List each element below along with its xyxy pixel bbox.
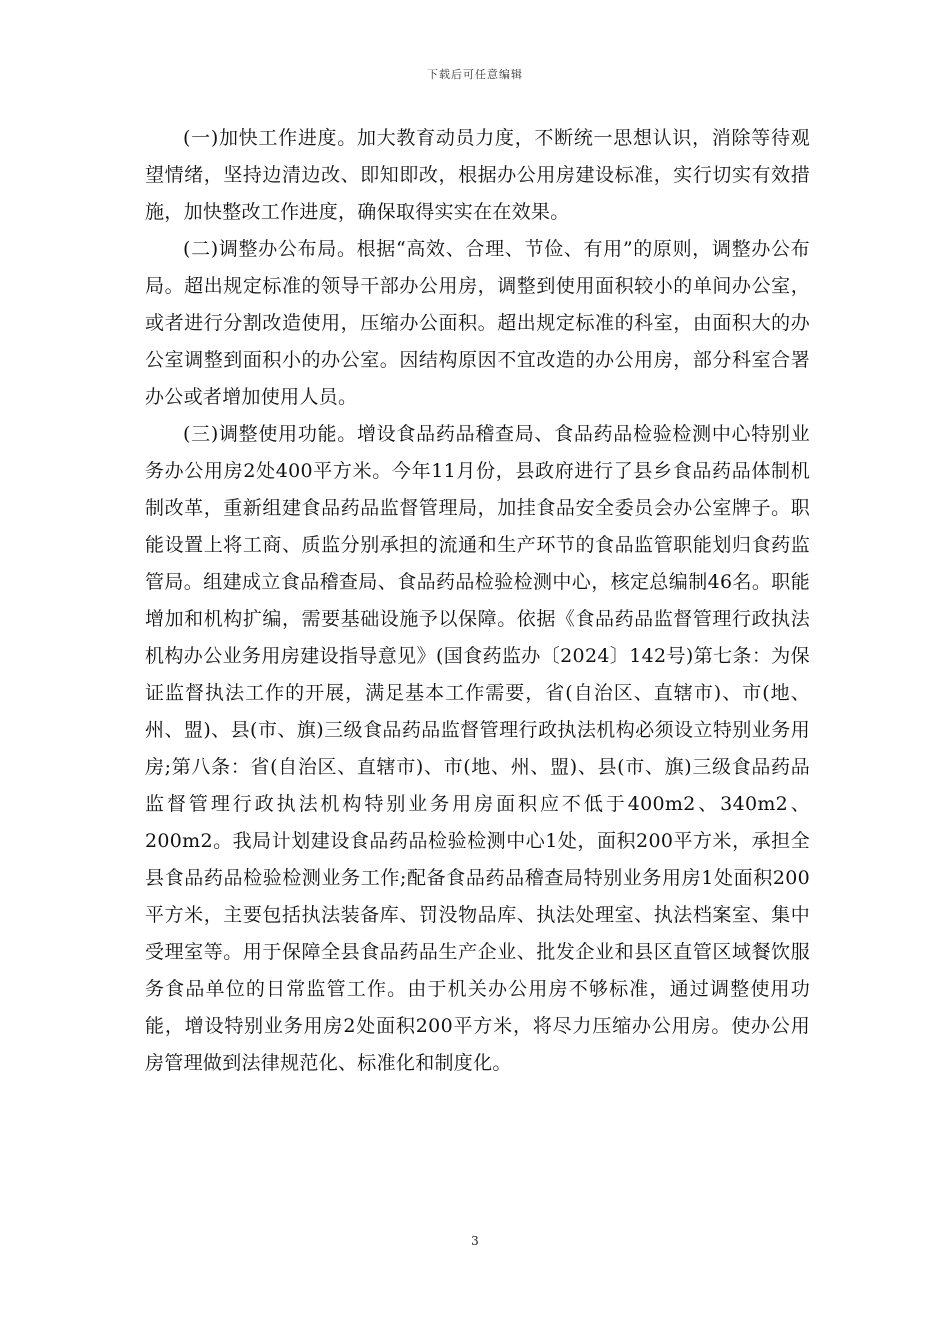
document-body bbox=[145, 120, 810, 1082]
page-header: 下载后可任意编辑 bbox=[427, 68, 523, 81]
paragraph-adjust-layout: (二)调整办公布局。根据“高效、合理、节俭、有用”的原则，调整办公布局。超出规定标准的领导干部办公用房，调整到使用面积较小的单间办公室，或者进行分割改造使用，压缩办公面积。超出规定标准的科室，由面积大的办公室调整到面积小的办公室。因结构原因不宜改造的办公用房，部分科室合署办公或者增加使用人员。 bbox=[145, 238, 810, 408]
paragraph-speed-up-progress: (一)加快工作进度。加大教育动员力度，不断统一思想认识，消除等待观望情绪，坚持边清边改、即知即改，根据办公用房建设标准，实行切实有效措施，加快整改工作进度，确保取得实实在在效果。 bbox=[145, 127, 810, 223]
paragraph-adjust-function: (三)调整使用功能。增设食品药品稽查局、食品药品检验检测中心特别业务办公用房2处400平方米。今年11月份，县政府进行了县乡食品药品体制机制改革，重新组建食品药品监督管理局，加挂食品安全委员会办公室牌子。职能设置上将工商、质监分别承担的流通和生产环节的食品监管职能划归食药监管局。组建成立食品稽查局、食品药品检验检测中心，核定总编制46名。职能增加和机构扩编，需要基础设施予以保障。依据《食品药品监督管理行政执法机构办公业务用房建设指导意见》(国食药监办〔2024〕142号)第七条：为保证监督执法工作的开展，满足基本工作需要，省(自治区、直辖市)、市(地、州、盟)、县(市、旗)三级食品药品监督管理行政执法机构必须设立特别业务用房;第八条：省(自治区、直辖市)、市(地、州、盟)、县(市、旗)三级食品药品监督管理行政执法机构特别业务用房面积应不低于400m2、340m2、200m2。我局计划建设食品药品检验检测中心1处，面积200平方米，承担全县食品药品检验检测业务工作;配备食品药品稽查局特别业务用房1处面积200平方米，主要包括执法装备库、罚没物品库、执法处理室、执法档案室、集中受理室等。用于保障全县食品药品生产企业、批发企业和县区直管区域餐饮服务食品单位的日常监管工作。由于机关办公用房不够标准，通过调整使用功能，增设特别业务用房2处面积200平方米，将尽力压缩办公用房。使办公用房管理做到法律规范化、标准化和制度化。 bbox=[145, 423, 810, 1074]
page-number: 3 bbox=[471, 1234, 479, 1248]
